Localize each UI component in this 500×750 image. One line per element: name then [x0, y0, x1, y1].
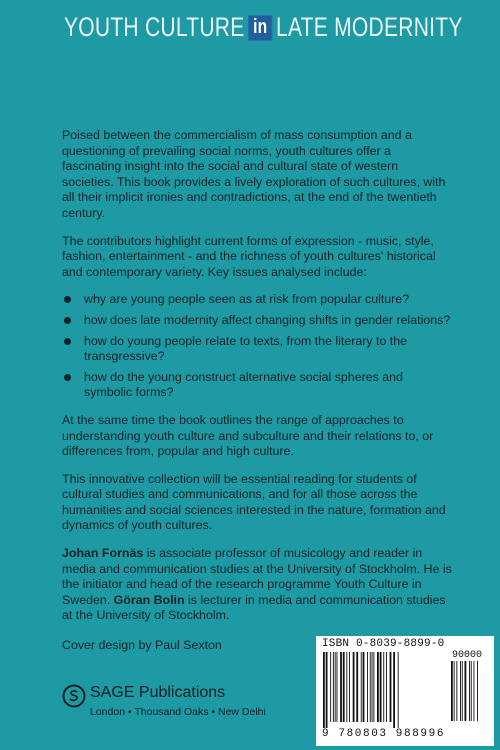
barcode-bar — [349, 652, 350, 722]
barcode-bar — [361, 652, 362, 722]
title-part-1: YOUTH CULTURE — [64, 12, 245, 42]
author-name-1: Johan Fornäs — [62, 546, 144, 561]
isbn-text: ISBN 0-8039-8899-0 — [322, 638, 445, 650]
issues-list — [62, 292, 452, 401]
blurb — [62, 128, 452, 666]
barcode-bar — [340, 652, 342, 722]
barcode-bar — [356, 652, 358, 722]
list-item — [62, 313, 452, 329]
barcode-bar — [460, 661, 461, 721]
addon-barcode — [450, 661, 490, 727]
barcode-bar — [346, 652, 347, 722]
barcode-bar — [372, 652, 373, 722]
barcode-bar — [323, 652, 325, 728]
barcode-bar — [370, 652, 371, 722]
barcode-bar — [474, 661, 475, 721]
barcode-bar — [462, 661, 463, 721]
bullet-icon — [64, 296, 71, 303]
list-item — [62, 292, 452, 308]
barcode-bar — [386, 652, 387, 722]
list-item — [62, 370, 452, 401]
author-bio-2: is lecturer in media and communication studies at the University of Stockholm. — [62, 592, 446, 623]
author-name-2: Göran Bolin — [113, 592, 185, 607]
barcode-bar — [451, 661, 453, 721]
barcode-bar — [454, 661, 455, 721]
author-bio-1: is associate professor of musicology and reader in media and communication studies at the University of Stockholm. He is the initiator and head of the research programme Youth Culture in Sweden. — [62, 546, 452, 607]
issue-text: how do the young construct alternative social spheres and symbolic forms? — [84, 369, 403, 400]
barcode-bar — [326, 652, 328, 728]
barcode-bar — [471, 661, 472, 721]
title-part-2: LATE MODERNITY — [276, 12, 463, 42]
bullet-icon — [64, 338, 71, 345]
publisher-name: SAGE Publications — [90, 684, 226, 701]
issue-text: why are young people seen as at risk from popular culture? — [84, 292, 410, 307]
bullet-icon — [64, 374, 71, 381]
approaches-paragraph: At the same time the book outlines the range of approaches to understanding youth culture and subculture and their relations to, or differences from, popular and high culture. — [62, 412, 434, 459]
barcode-bar — [337, 652, 338, 722]
barcode-bar — [383, 652, 384, 722]
barcode-bar — [390, 652, 392, 722]
ean-number: 9 780803 988996 — [322, 728, 446, 740]
book-title — [64, 12, 463, 43]
barcode-bar — [398, 652, 399, 728]
bullet-icon — [64, 317, 71, 324]
issue-text: how do young people relate to texts, from the literary to the transgressive? — [84, 333, 408, 364]
barcode-bar — [367, 652, 368, 722]
cover-credit: Cover design by Paul Sexton — [62, 638, 222, 653]
barcode-bar — [465, 661, 467, 721]
price-code: 90000 — [452, 650, 483, 661]
author-bio — [62, 546, 452, 624]
issue-text: how does late modernity affect changing shifts in gender relations? — [84, 312, 451, 327]
barcode-bar — [380, 652, 382, 722]
barcode-bar — [330, 652, 331, 722]
barcode-bar — [477, 661, 478, 721]
title-in-box: in — [248, 15, 272, 41]
barcode-bar — [335, 652, 336, 722]
ean-barcode — [322, 652, 446, 728]
barcode-bar — [456, 661, 457, 721]
barcode-bar — [373, 652, 374, 722]
barcode-bar — [363, 652, 365, 722]
barcode-bar — [353, 652, 355, 722]
barcode-bar — [469, 661, 470, 721]
sage-logo-icon — [62, 684, 86, 708]
barcode-bar — [377, 652, 379, 722]
publisher-cities: London • Thousand Oaks • New Delhi — [90, 706, 266, 718]
barcode-bar — [333, 652, 334, 722]
intro-paragraph: Poised between the commercialism of mass consumption and a questioning of prevailing social norms, youth cultures offer a fascinating insight into the social and cultural state of western societies. This book provides a lively exploration of such cultures, with all their implicit ironies and contradictions, at the end of the twentieth century. — [62, 128, 446, 220]
barcode-bar — [393, 652, 395, 728]
list-item — [62, 334, 452, 365]
contributors-paragraph: The contributors highlight current forms of expression - music, style, fashion, entertainment - and the richness of youth cultures' historical and contemporary variety. Key issues analysed include: — [62, 233, 436, 279]
audience-paragraph: This innovative collection will be essential reading for students of cultural studies and communications, and for all those across the humanities and social sciences interested in the nature, formation and dynamics of youth cultures. — [62, 471, 446, 533]
barcode-bar — [343, 652, 345, 722]
